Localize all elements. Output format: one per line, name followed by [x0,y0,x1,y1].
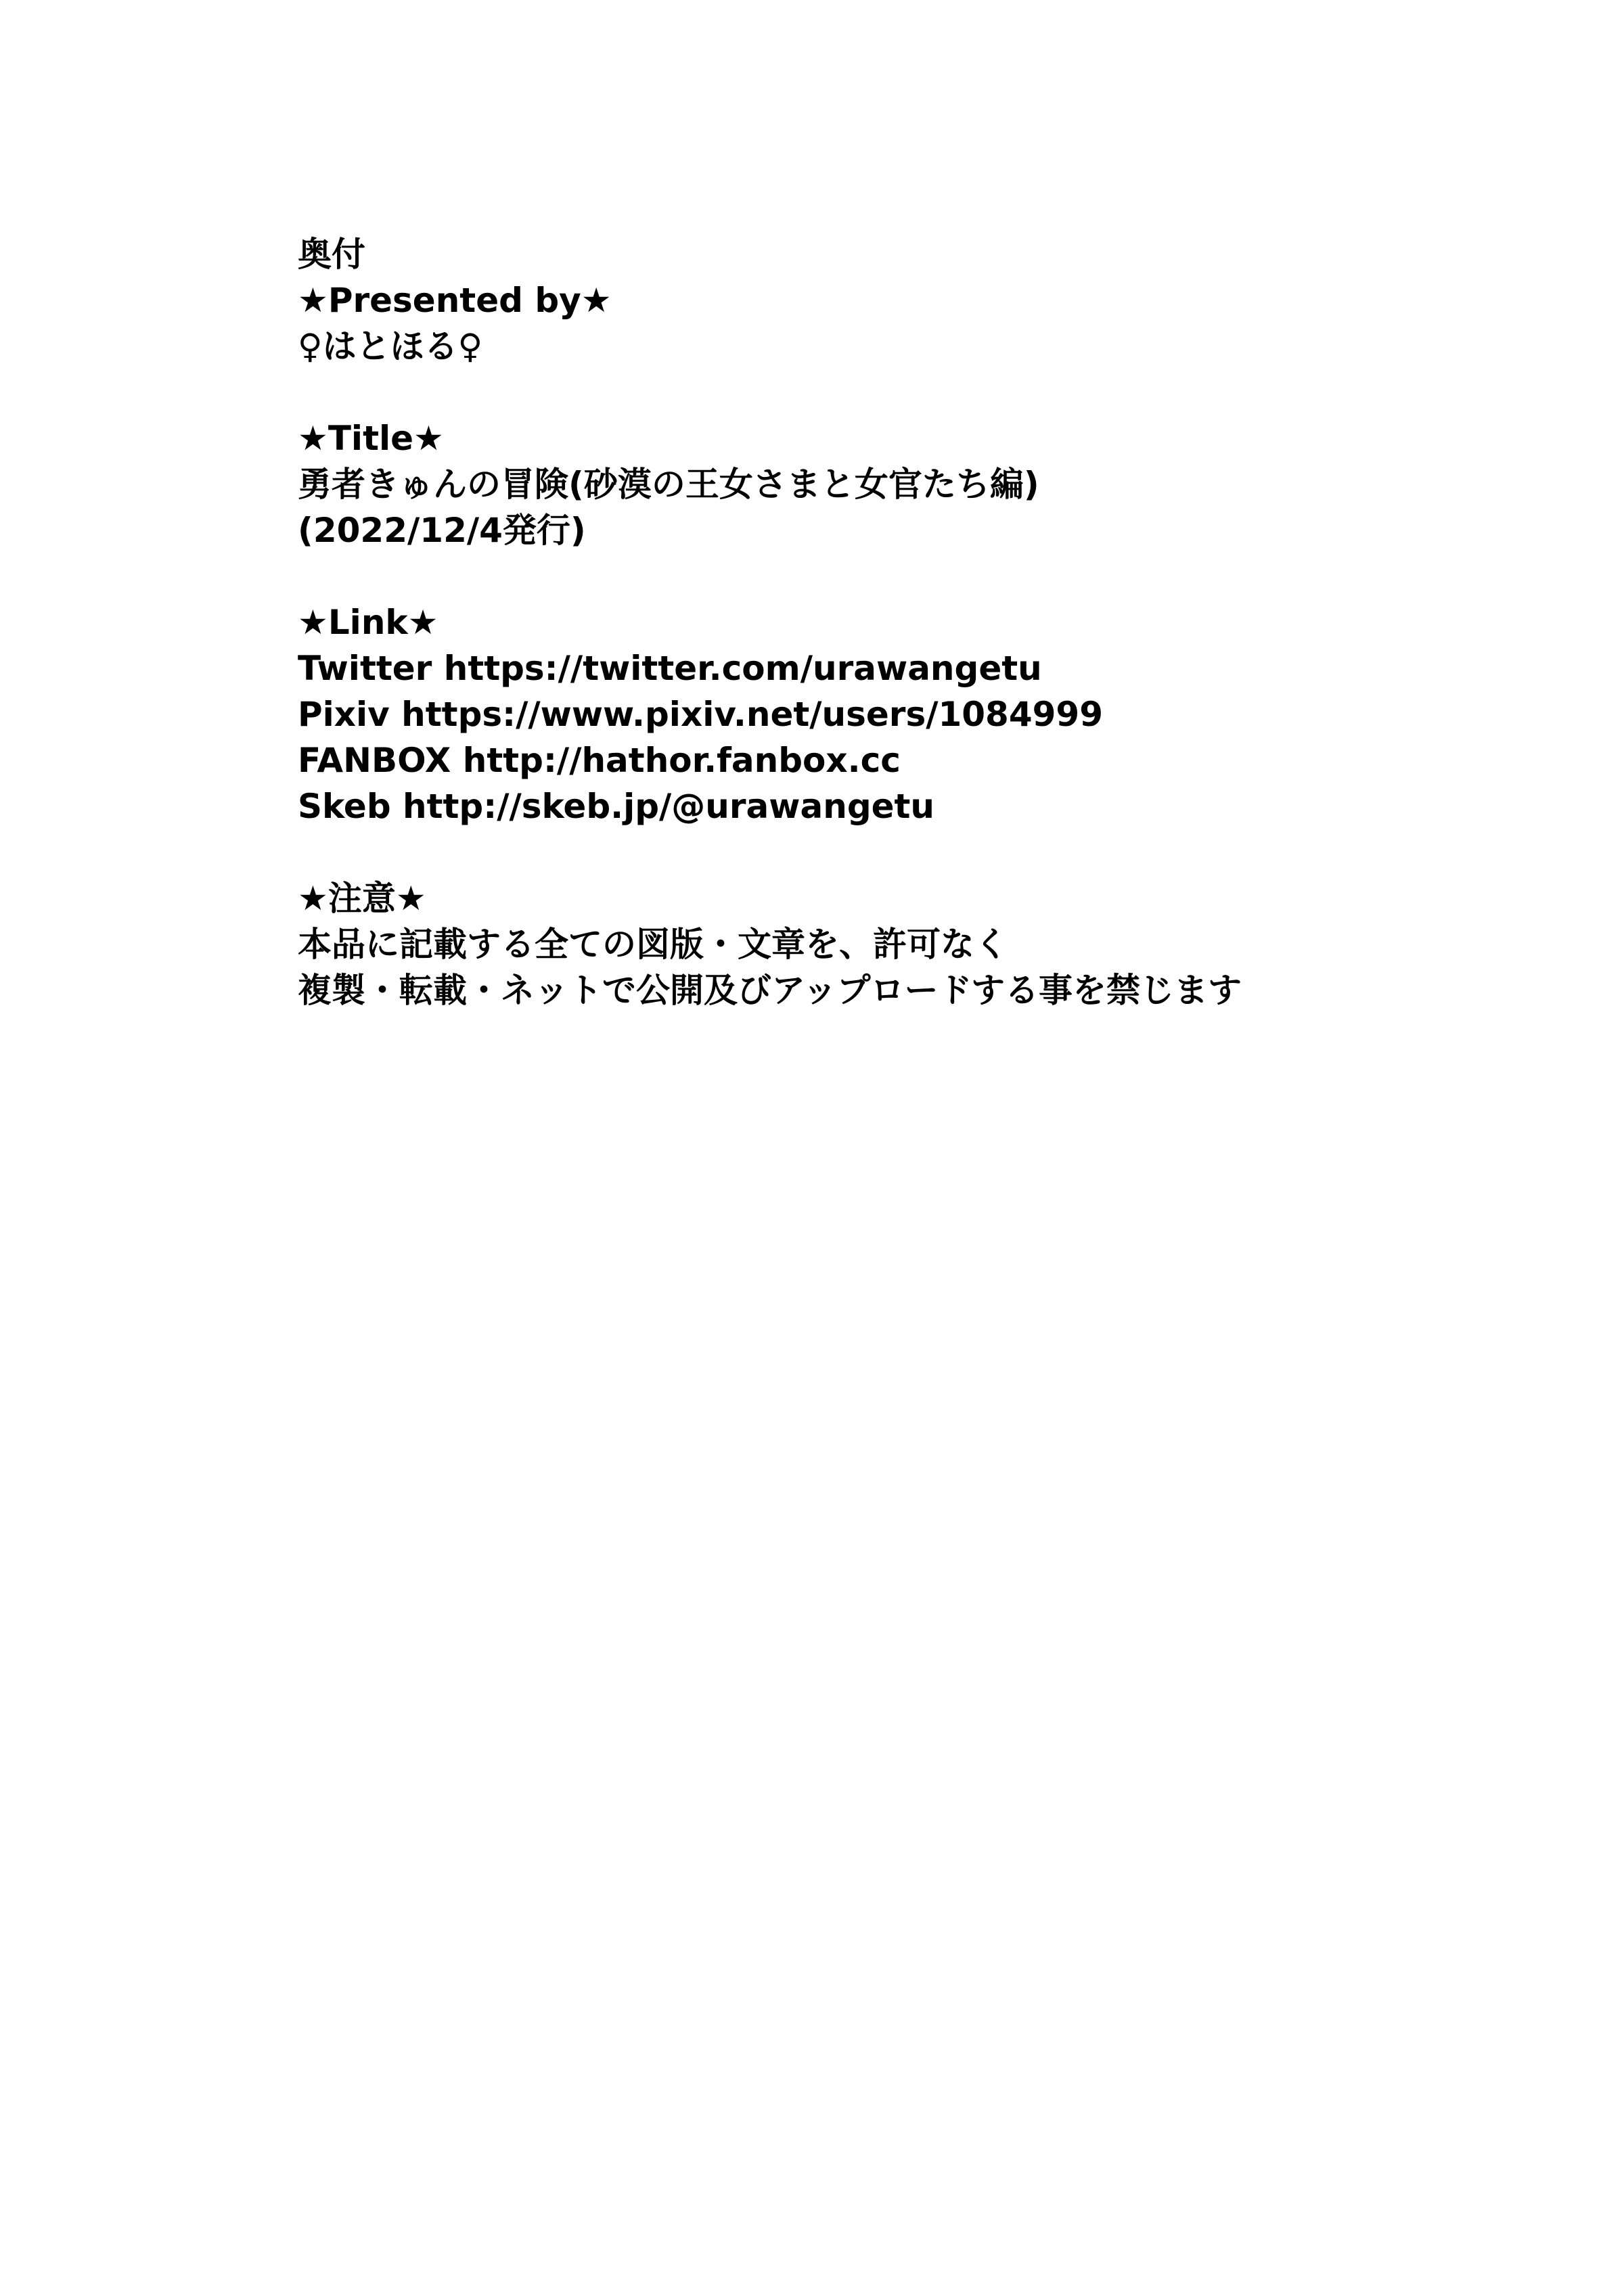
title-label: ★Title★ [298,419,444,458]
section-gap [298,553,1583,599]
section-gap [298,829,1583,875]
link-skeb: Skeb http://skeb.jp/@urawangetu [298,787,935,826]
notice-line-2: 複製・転載・ネットで公開及びアップロードする事を禁じます [298,971,1242,1010]
section-gap [298,369,1583,415]
author-name: ♀はとほる♀ [298,327,483,366]
link-pixiv: Pixiv https://www.pixiv.net/users/1084999 [298,695,1103,734]
colophon [298,231,1583,1013]
colophon-heading: 奥付 [298,235,365,274]
notice-line-1: 本品に記載する全ての図版・文章を、許可なく [298,925,1008,964]
link-fanbox: FANBOX http://hathor.fanbox.cc [298,741,901,780]
link-twitter: Twitter https://twitter.com/urawangetu [298,649,1042,688]
publish-date: (2022/12/4発行) [298,511,586,550]
book-title: 勇者きゅんの冒険(砂漠の王女さまと女官たち編) [298,465,1039,504]
link-label: ★Link★ [298,603,438,642]
presented-by-label: ★Presented by★ [298,281,612,320]
notice-label: ★注意★ [298,879,426,918]
